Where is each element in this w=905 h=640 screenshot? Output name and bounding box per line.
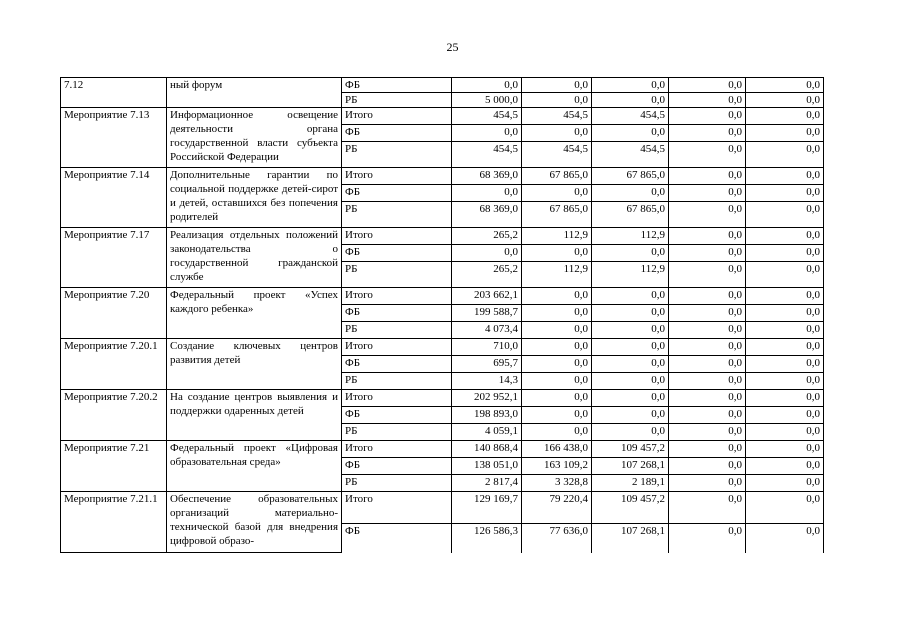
amount-cell: 0,0 xyxy=(669,441,746,458)
amount-cell: 0,0 xyxy=(592,322,669,339)
amount-cell: 0,0 xyxy=(522,288,592,305)
amount-cell: 0,0 xyxy=(592,339,669,356)
measure-name: Дополнительные гарантии по социальной поддержке детей-сирот и детей, оставшихся без попечения родителей xyxy=(167,168,342,228)
amount-cell: 0,0 xyxy=(746,78,824,93)
amount-cell: 68 369,0 xyxy=(452,202,522,228)
funding-source: ФБ xyxy=(342,245,452,262)
amount-cell: 0,0 xyxy=(669,407,746,424)
amount-cell: 112,9 xyxy=(592,228,669,245)
measure-code: Мероприятие 7.17 xyxy=(61,228,167,288)
amount-cell: 67 865,0 xyxy=(592,202,669,228)
amount-cell: 454,5 xyxy=(452,108,522,125)
amount-cell: 129 169,7 xyxy=(452,492,522,524)
amount-cell: 0,0 xyxy=(669,108,746,125)
amount-cell: 0,0 xyxy=(669,305,746,322)
amount-cell: 0,0 xyxy=(746,142,824,168)
funding-source: РБ xyxy=(342,93,452,108)
amount-cell: 0,0 xyxy=(746,305,824,322)
amount-cell: 454,5 xyxy=(592,142,669,168)
funding-source: ФБ xyxy=(342,356,452,373)
funding-source: ФБ xyxy=(342,125,452,142)
amount-cell: 0,0 xyxy=(452,78,522,93)
table-body xyxy=(61,78,824,553)
funding-source: ФБ xyxy=(342,407,452,424)
funding-source: РБ xyxy=(342,475,452,492)
measure-name: Создание ключевых центров развития детей xyxy=(167,339,342,390)
amount-cell: 0,0 xyxy=(592,125,669,142)
amount-cell: 0,0 xyxy=(522,185,592,202)
amount-cell: 203 662,1 xyxy=(452,288,522,305)
measure-code: Мероприятие 7.14 xyxy=(61,168,167,228)
amount-cell: 0,0 xyxy=(522,78,592,93)
funding-source: ФБ xyxy=(342,78,452,93)
amount-cell: 0,0 xyxy=(522,390,592,407)
funding-source: Итого xyxy=(342,339,452,356)
amount-cell: 0,0 xyxy=(746,373,824,390)
funding-source: РБ xyxy=(342,202,452,228)
amount-cell: 454,5 xyxy=(522,142,592,168)
amount-cell: 0,0 xyxy=(669,168,746,185)
funding-source: Итого xyxy=(342,168,452,185)
amount-cell: 0,0 xyxy=(746,407,824,424)
amount-cell: 112,9 xyxy=(522,262,592,288)
measure-code: 7.12 xyxy=(61,78,167,108)
table-row xyxy=(61,228,824,245)
amount-cell: 0,0 xyxy=(669,142,746,168)
amount-cell: 107 268,1 xyxy=(592,524,669,553)
amount-cell: 0,0 xyxy=(592,78,669,93)
amount-cell: 0,0 xyxy=(522,322,592,339)
amount-cell: 0,0 xyxy=(522,339,592,356)
amount-cell: 0,0 xyxy=(669,262,746,288)
measure-code: Мероприятие 7.21.1 xyxy=(61,492,167,553)
amount-cell: 3 328,8 xyxy=(522,475,592,492)
amount-cell: 198 893,0 xyxy=(452,407,522,424)
amount-cell: 0,0 xyxy=(746,458,824,475)
amount-cell: 0,0 xyxy=(746,228,824,245)
funding-source: РБ xyxy=(342,373,452,390)
funding-source: РБ xyxy=(342,142,452,168)
amount-cell: 2 817,4 xyxy=(452,475,522,492)
amount-cell: 0,0 xyxy=(592,93,669,108)
amount-cell: 4 073,4 xyxy=(452,322,522,339)
measure-code: Мероприятие 7.20.1 xyxy=(61,339,167,390)
amount-cell: 0,0 xyxy=(669,93,746,108)
amount-cell: 454,5 xyxy=(452,142,522,168)
amount-cell: 0,0 xyxy=(746,492,824,524)
amount-cell: 0,0 xyxy=(746,390,824,407)
amount-cell: 14,3 xyxy=(452,373,522,390)
amount-cell: 112,9 xyxy=(592,262,669,288)
amount-cell: 0,0 xyxy=(592,390,669,407)
amount-cell: 0,0 xyxy=(669,202,746,228)
amount-cell: 0,0 xyxy=(746,108,824,125)
amount-cell: 0,0 xyxy=(669,458,746,475)
table-row xyxy=(61,339,824,356)
amount-cell: 710,0 xyxy=(452,339,522,356)
amount-cell: 0,0 xyxy=(669,356,746,373)
amount-cell: 0,0 xyxy=(522,93,592,108)
measure-name: Информационное освещение деятельности органа государственной власти субъекта Российской Федерации xyxy=(167,108,342,168)
table-row xyxy=(61,492,824,524)
amount-cell: 0,0 xyxy=(746,245,824,262)
amount-cell: 0,0 xyxy=(746,262,824,288)
measure-name: Федеральный проект «Цифровая образовательная среда» xyxy=(167,441,342,492)
measure-name: Обеспечение образовательных организаций материально-технической базой для внедрения цифровой образо- xyxy=(167,492,342,553)
amount-cell: 265,2 xyxy=(452,262,522,288)
amount-cell: 67 865,0 xyxy=(522,168,592,185)
funding-source: РБ xyxy=(342,424,452,441)
table-row xyxy=(61,108,824,125)
amount-cell: 0,0 xyxy=(746,424,824,441)
amount-cell: 0,0 xyxy=(669,245,746,262)
amount-cell: 0,0 xyxy=(592,305,669,322)
amount-cell: 126 586,3 xyxy=(452,524,522,553)
amount-cell: 0,0 xyxy=(522,125,592,142)
amount-cell: 695,7 xyxy=(452,356,522,373)
measure-name: Федеральный проект «Успех каждого ребенка» xyxy=(167,288,342,339)
amount-cell: 0,0 xyxy=(669,373,746,390)
table-row xyxy=(61,78,824,93)
amount-cell: 0,0 xyxy=(746,168,824,185)
amount-cell: 107 268,1 xyxy=(592,458,669,475)
amount-cell: 0,0 xyxy=(746,339,824,356)
amount-cell: 77 636,0 xyxy=(522,524,592,553)
amount-cell: 79 220,4 xyxy=(522,492,592,524)
amount-cell: 0,0 xyxy=(669,390,746,407)
amount-cell: 5 000,0 xyxy=(452,93,522,108)
amount-cell: 0,0 xyxy=(452,185,522,202)
amount-cell: 454,5 xyxy=(592,108,669,125)
amount-cell: 0,0 xyxy=(669,339,746,356)
amount-cell: 0,0 xyxy=(522,407,592,424)
amount-cell: 138 051,0 xyxy=(452,458,522,475)
amount-cell: 163 109,2 xyxy=(522,458,592,475)
amount-cell: 67 865,0 xyxy=(522,202,592,228)
amount-cell: 0,0 xyxy=(592,424,669,441)
amount-cell: 0,0 xyxy=(746,125,824,142)
funding-source: РБ xyxy=(342,262,452,288)
amount-cell: 0,0 xyxy=(746,441,824,458)
amount-cell: 0,0 xyxy=(669,125,746,142)
amount-cell: 0,0 xyxy=(746,524,824,553)
amount-cell: 0,0 xyxy=(669,228,746,245)
amount-cell: 0,0 xyxy=(592,288,669,305)
amount-cell: 0,0 xyxy=(522,356,592,373)
amount-cell: 0,0 xyxy=(669,524,746,553)
funding-source: Итого xyxy=(342,288,452,305)
amount-cell: 109 457,2 xyxy=(592,441,669,458)
amount-cell: 0,0 xyxy=(669,185,746,202)
amount-cell: 0,0 xyxy=(592,373,669,390)
measure-code: Мероприятие 7.20 xyxy=(61,288,167,339)
funding-source: ФБ xyxy=(342,458,452,475)
funding-source: Итого xyxy=(342,441,452,458)
funding-source: РБ xyxy=(342,322,452,339)
amount-cell: 0,0 xyxy=(522,424,592,441)
amount-cell: 0,0 xyxy=(522,305,592,322)
table-row xyxy=(61,288,824,305)
measure-name: На создание центров выявления и поддержки одаренных детей xyxy=(167,390,342,441)
table-row xyxy=(61,390,824,407)
measure-name: Реализация отдельных положений законодательства о государственной гражданской службе xyxy=(167,228,342,288)
amount-cell: 0,0 xyxy=(522,373,592,390)
funding-source: ФБ xyxy=(342,524,452,553)
amount-cell: 0,0 xyxy=(669,288,746,305)
amount-cell: 202 952,1 xyxy=(452,390,522,407)
amount-cell: 112,9 xyxy=(522,228,592,245)
amount-cell: 0,0 xyxy=(592,407,669,424)
amount-cell: 140 868,4 xyxy=(452,441,522,458)
amount-cell: 0,0 xyxy=(746,356,824,373)
measure-code: Мероприятие 7.13 xyxy=(61,108,167,168)
amount-cell: 0,0 xyxy=(746,322,824,339)
funding-source: Итого xyxy=(342,108,452,125)
measure-name: ный форум xyxy=(167,78,342,108)
budget-table xyxy=(60,77,824,553)
amount-cell: 0,0 xyxy=(669,424,746,441)
amount-cell: 0,0 xyxy=(452,125,522,142)
amount-cell: 0,0 xyxy=(669,322,746,339)
amount-cell: 166 438,0 xyxy=(522,441,592,458)
amount-cell: 0,0 xyxy=(592,245,669,262)
amount-cell: 68 369,0 xyxy=(452,168,522,185)
amount-cell: 0,0 xyxy=(522,245,592,262)
funding-source: ФБ xyxy=(342,185,452,202)
funding-source: ФБ xyxy=(342,305,452,322)
page-number: 25 xyxy=(446,40,459,54)
amount-cell: 0,0 xyxy=(669,78,746,93)
amount-cell: 109 457,2 xyxy=(592,492,669,524)
funding-source: Итого xyxy=(342,228,452,245)
amount-cell: 0,0 xyxy=(746,202,824,228)
amount-cell: 199 588,7 xyxy=(452,305,522,322)
amount-cell: 265,2 xyxy=(452,228,522,245)
amount-cell: 0,0 xyxy=(452,245,522,262)
amount-cell: 0,0 xyxy=(669,475,746,492)
amount-cell: 0,0 xyxy=(746,185,824,202)
funding-source: Итого xyxy=(342,492,452,524)
amount-cell: 0,0 xyxy=(592,356,669,373)
measure-code: Мероприятие 7.21 xyxy=(61,441,167,492)
amount-cell: 4 059,1 xyxy=(452,424,522,441)
amount-cell: 0,0 xyxy=(669,492,746,524)
amount-cell: 0,0 xyxy=(746,93,824,108)
amount-cell: 454,5 xyxy=(522,108,592,125)
funding-source: Итого xyxy=(342,390,452,407)
amount-cell: 0,0 xyxy=(592,185,669,202)
table-row xyxy=(61,168,824,185)
amount-cell: 67 865,0 xyxy=(592,168,669,185)
amount-cell: 0,0 xyxy=(746,288,824,305)
table-row xyxy=(61,441,824,458)
measure-code: Мероприятие 7.20.2 xyxy=(61,390,167,441)
amount-cell: 2 189,1 xyxy=(592,475,669,492)
amount-cell: 0,0 xyxy=(746,475,824,492)
